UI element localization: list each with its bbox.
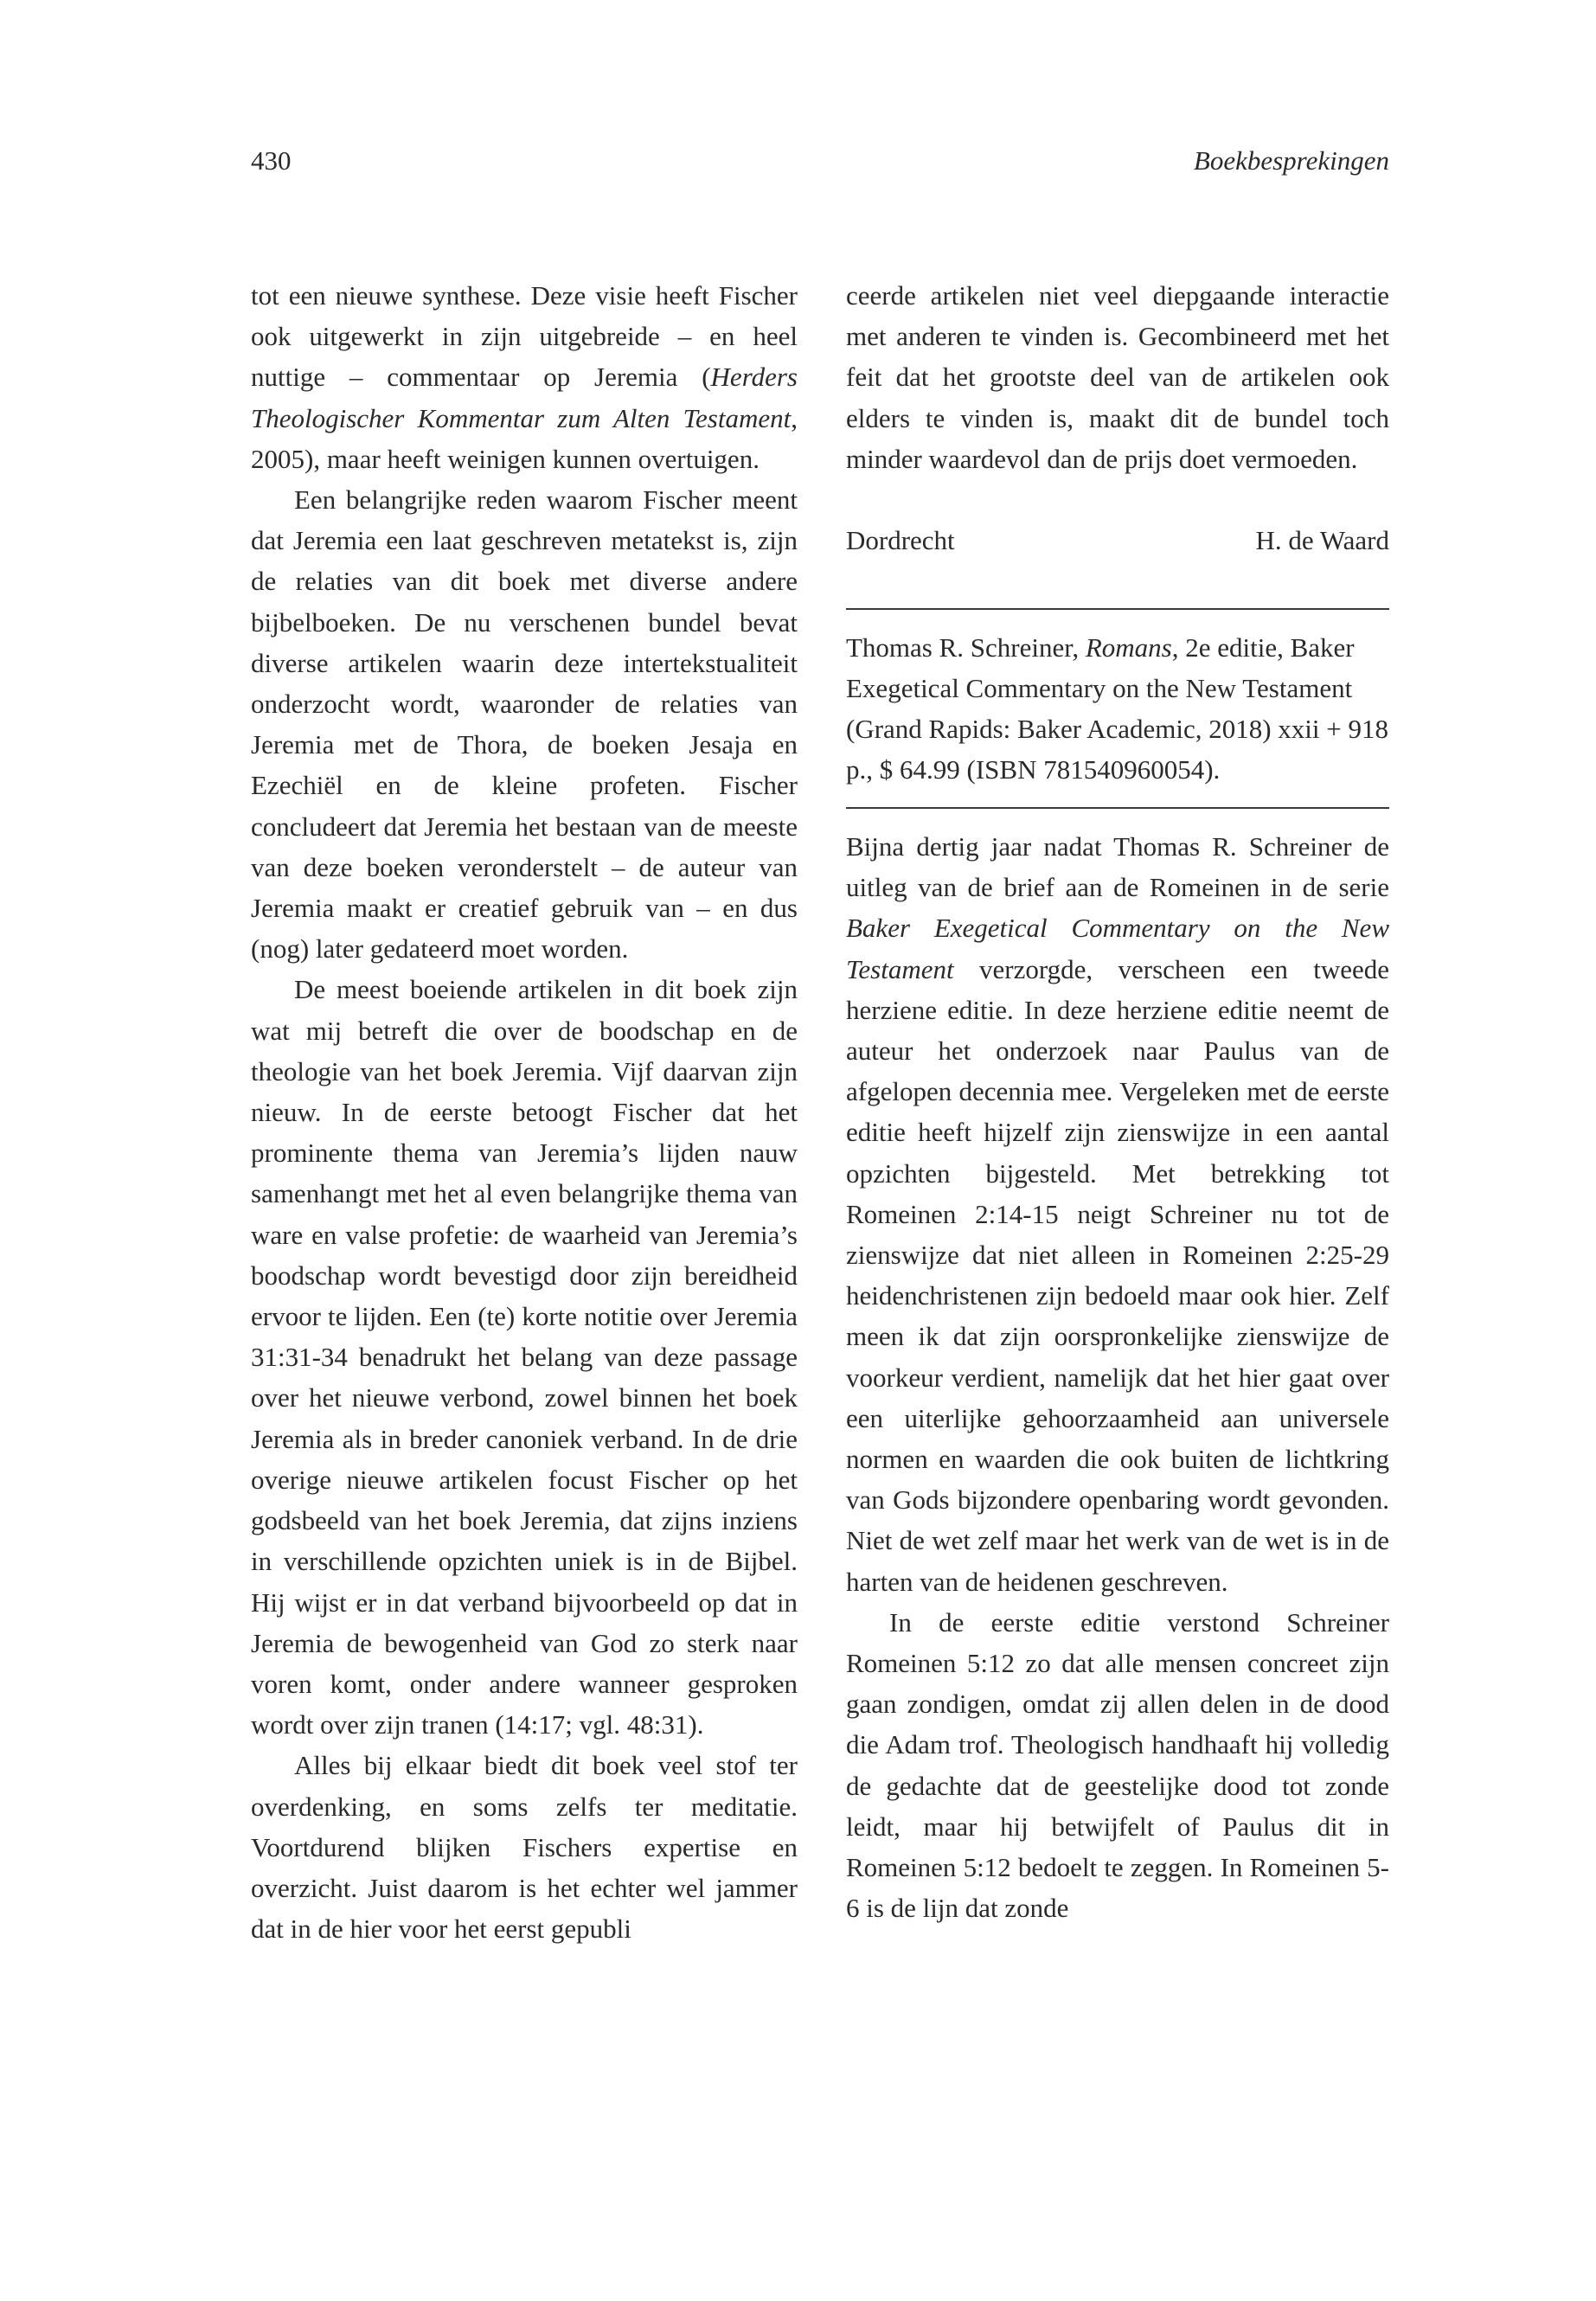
page-number: 430 — [251, 145, 292, 176]
left-paragraph-1-italic-title: Herders Theologischer Kommentar zum Alten Testament — [251, 362, 798, 433]
signature-author: H. de Waard — [1255, 525, 1389, 556]
book-citation-details: , 2e editie, Baker Exegetical Commentary on the New Testament (Grand Rapids: Baker Academic, 2018) xxii + 918 p., $ 64.99 (ISBN 781540960054). — [846, 632, 1389, 785]
signature-place: Dordrecht — [846, 525, 955, 556]
left-paragraph-1-text-a: tot een nieuwe synthese. Deze visie heeft Fischer ook uitgewerkt in zijn uitgebreide – en heel nuttige – commentaar op Jeremia ( — [251, 280, 798, 393]
book-citation-author: Thomas R. Schreiner, — [846, 632, 1086, 663]
right-column — [846, 275, 1389, 1929]
page-header — [251, 145, 1389, 189]
left-paragraph-1-text-b: , 2005), maar heeft weinigen kunnen overtuigen. — [251, 402, 798, 474]
book-citation-title: Romans — [1085, 632, 1172, 663]
divider-bottom — [846, 807, 1389, 809]
left-paragraph-2: Een belangrijke reden waarom Fischer meent dat Jeremia een laat geschreven metatekst is, zijn de relaties van dit boek met diverse andere bijbelboeken. De nu verschenen bundel bevat diverse artikelen waarin deze intertekstualiteit onderzocht wordt, waaronder de relaties van Jeremia met de Thora, de boeken Jesaja en Ezechiël en de kleine profeten. Fischer concludeert dat Jeremia het bestaan van de meeste van deze boeken veronderstelt – de auteur van Jeremia maakt er creatief gebruik van – en dus (nog) later gedateerd moet worden. — [251, 484, 798, 965]
running-title: Boekbesprekingen — [1193, 145, 1389, 176]
review-signature — [846, 520, 1389, 561]
left-column — [251, 275, 798, 1949]
left-paragraph-3: De meest boeiende artikelen in dit boek zijn wat mij betreft die over de boodschap en de theologie van het boek Jeremia. Vijf daarvan zijn nieuw. In de eerste betoogt Fischer dat het prominente thema van Jeremia’s lijden nauw samenhangt met het al even belangrijke thema van ware en valse profetie: de waarheid van Jeremia’s boodschap wordt bevestigd door zijn bereidheid ervoor te lijden. Een (te) korte notitie over Jeremia 31:31-34 benadrukt het belang van deze passage over het nieuwe verbond, zowel binnen het boek Jeremia als in breder canoniek verband. In de drie overige nieuwe artikelen focust Fischer op het godsbeeld van het boek Jeremia, dat zijns inziens in verschillende opzichten uniek is in de Bijbel. Hij wijst er in dat verband bijvoorbeeld op dat in Jeremia de bewogenheid van God zo sterk naar voren komt, onder andere wanneer gesproken wordt over zijn tranen (14:17; vgl. 48:31). — [251, 974, 798, 1740]
right-paragraph-1: ceerde artikelen niet veel diepgaande interactie met anderen te vinden is. Gecombineerd met het feit dat het grootste deel van de artikelen ook elders te vinden is, maakt dit de bundel toch minder waardevol dan de prijs doet vermoeden. — [846, 280, 1389, 474]
right-paragraph-2-text-a: Bijna dertig jaar nadat Thomas R. Schreiner de uitleg van de brief aan de Romeinen in de serie — [846, 831, 1389, 903]
right-paragraph-2-text-b: verzorgde, verscheen een tweede herziene editie. In deze herziene editie neemt de auteur het onderzoek naar Paulus van de afgelopen decennia mee. Vergeleken met de eerste editie heeft hijzelf zijn zienswijze in een aantal opzichten bijgesteld. Met betrekking tot Romeinen 2:14-15 neigt Schreiner nu tot de zienswijze dat niet alleen in Romeinen 2:25-29 heidenchristenen zijn bedoeld maar ook hier. Zelf meen ik dat zijn oorspronkelijke zienswijze de voorkeur verdient, namelijk dat het hier gaat over een uiterlijke gehoorzaamheid aan universele normen en waarden die ook buiten de lichtkring van Gods bijzondere openbaring wordt gevonden. Niet de wet zelf maar het werk van de wet is in de harten van de heidenen geschreven. — [846, 953, 1389, 1597]
right-paragraph-2-italic-series: Baker Exegetical Commentary on the New Testament — [846, 913, 1389, 984]
right-paragraph-2 — [846, 826, 1389, 1602]
left-paragraph-4: Alles bij elkaar biedt dit boek veel stof ter overdenking, en soms zelfs ter meditatie. Voortdurend blijken Fischers expertise en overzicht. Juist daarom is het echter wel jammer dat in de hier voor het eerst gepubli — [251, 1750, 798, 1945]
right-paragraph-3: In de eerste editie verstond Schreiner Romeinen 5:12 zo dat alle mensen concreet zijn gaan zondigen, omdat zij allen delen in de dood die Adam trof. Theologisch handhaaft hij volledig de gedachte dat de geestelijke dood tot zonde leidt, maar hij betwijfelt of Paulus dit in Romeinen 5:12 bedoelt te zeggen. In Romeinen 5-6 is de lijn dat zonde — [846, 1606, 1389, 1924]
left-paragraph-1 — [251, 275, 798, 479]
book-citation — [846, 610, 1389, 807]
